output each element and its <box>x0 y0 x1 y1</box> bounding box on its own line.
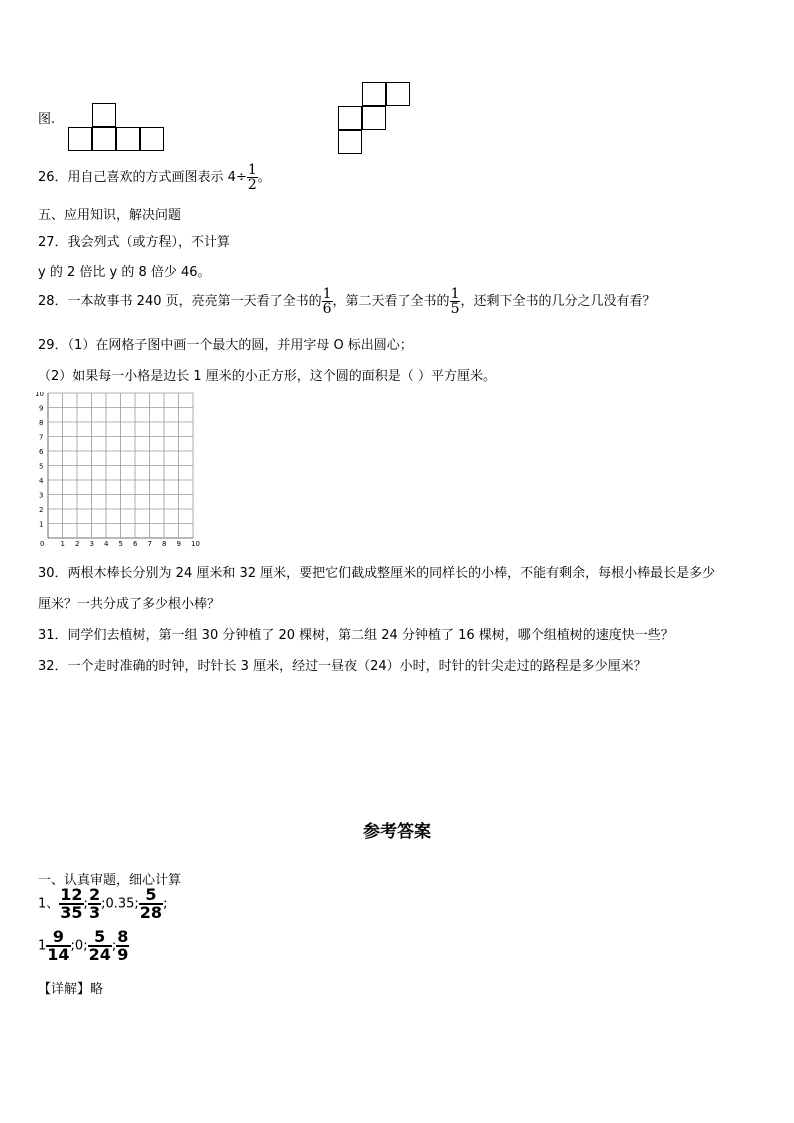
question-30-line1: 30．两根木棒长分别为 24 厘米和 32 厘米，要把它们截成整厘米的同样长的小棒，不能有剩余，每根小棒最长是多少 <box>38 566 716 581</box>
question-26: 26．用自己喜欢的方式画图表示 4÷ $\frac{1}{2}$ 。 <box>38 162 271 193</box>
answer-fraction: $\frac{2}{3}$ <box>88 885 101 922</box>
fraction-one-sixth: $\frac{1}{6}$ <box>322 286 332 317</box>
answer-fraction: $\frac{12}{35}$ <box>60 885 83 922</box>
y-tick-label: 9 <box>39 404 44 413</box>
question-27-sub: y 的 2 倍比 y 的 8 倍少 46。 <box>38 265 211 280</box>
section-5-title: 五、应用知识，解决问题 <box>38 208 182 223</box>
question-27: 27．我会列式（或方程），不计算 <box>38 235 231 250</box>
answer-detail: 【详解】略 <box>38 982 104 997</box>
x-tick-label: 3 <box>89 540 94 548</box>
y-tick-label: 8 <box>39 419 44 427</box>
answer-1-line2: 1 $\frac{9}{14}$ ;0; $\frac{5}{24}$ ; $\frac{8}{9}$ <box>38 927 129 964</box>
y-tick-label: 4 <box>39 477 44 485</box>
y-tick-label: 7 <box>39 433 44 442</box>
question-29-part2: （2）如果每一小格是边长 1 厘米的小正方形，这个圆的面积是（ ）平方厘米。 <box>38 369 496 384</box>
y-tick-label: 1 <box>39 520 44 529</box>
y-tick-label: 3 <box>39 491 44 500</box>
y-tick-label: 6 <box>39 448 44 456</box>
coordinate-grid <box>34 392 204 548</box>
answer-fraction: $\frac{5}{24}$ <box>88 927 111 964</box>
question-30-line2: 厘米？一共分成了多少根小棒？ <box>38 597 221 612</box>
x-tick-label: 10 <box>191 540 200 548</box>
x-tick-label: 7 <box>147 540 152 548</box>
question-28: 28．一本故事书 240 页，亮亮第一天看了全书的 $\frac{1}{6}$ ，第二天看了全书的 $\frac{1}{5}$ ，还剩下全书的几分之几没有看？ <box>38 286 656 317</box>
y-tick-label: 2 <box>39 506 44 514</box>
x-tick-label: 4 <box>104 540 109 548</box>
answer-fraction: $\frac{9}{14}$ <box>47 927 70 964</box>
answer-1-line1: 1、 $\frac{12}{35}$ ; $\frac{2}{3}$ ;0.35; $\frac{5}{28}$ ; <box>38 885 168 922</box>
question-32: 32．一个走时准确的时钟，时针长 3 厘米，经过一昼夜（24）小时，时针的针尖走过的路程是多少厘米？ <box>38 659 647 674</box>
x-tick-label: 9 <box>176 540 181 548</box>
x-tick-label: 1 <box>60 540 65 548</box>
y-tick-label: 10 <box>35 392 44 398</box>
x-tick-label: 0 <box>40 540 45 548</box>
question-31: 31．同学们去植树，第一组 30 分钟植了 20 棵树，第二组 24 分钟植了 16 棵树，哪个组植树的速度快一些？ <box>38 628 674 643</box>
fraction-one-fifth: $\frac{1}{5}$ <box>450 286 460 317</box>
x-tick-label: 2 <box>75 540 80 548</box>
answer-fraction: $\frac{5}{28}$ <box>139 885 163 922</box>
answer-fraction: $\frac{8}{9}$ <box>117 927 129 964</box>
q25-label: 图. <box>38 112 56 127</box>
answers-title: 参考答案 <box>363 822 431 842</box>
answers-section-1: 一、认真审题，细心计算 <box>38 873 182 888</box>
x-tick-label: 5 <box>118 540 123 548</box>
question-29-part1: 29．（1）在网格子图中画一个最大的圆，并用字母 O 标出圆心； <box>38 338 413 353</box>
y-tick-label: 5 <box>39 462 44 471</box>
x-tick-label: 8 <box>162 540 167 548</box>
x-tick-label: 6 <box>133 540 138 548</box>
fraction-one-half: $\frac{1}{2}$ <box>247 162 257 193</box>
